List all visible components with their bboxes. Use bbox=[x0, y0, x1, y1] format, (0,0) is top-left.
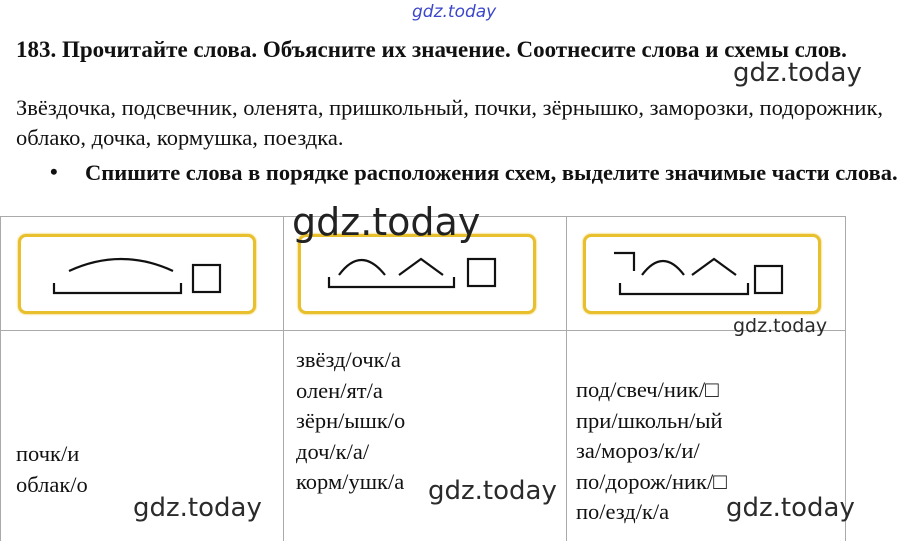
table-divider-2 bbox=[566, 216, 567, 541]
word-item: облак/о bbox=[16, 471, 88, 497]
word-item: звёзд/очк/а bbox=[296, 347, 401, 372]
root-suffix-suffix-ending-scheme-icon bbox=[301, 237, 533, 311]
word-item: по/езд/к/а bbox=[576, 499, 670, 524]
root-ending-scheme-icon bbox=[21, 237, 253, 311]
watermark: gdz.today bbox=[428, 476, 557, 506]
scheme-root-suffix-suffix-ending bbox=[298, 234, 536, 314]
word-item: по/дорож/ник/□ bbox=[576, 468, 727, 494]
column-2-words bbox=[296, 345, 405, 498]
exercise-title: 183. Прочитайте слова. Объясните их значение. Соотнесите слова и схемы слов. bbox=[16, 37, 847, 62]
table-row-divider bbox=[0, 330, 846, 331]
answer-table bbox=[0, 216, 846, 541]
column-1-words bbox=[16, 439, 88, 500]
watermark: gdz.today bbox=[133, 493, 262, 523]
watermark: gdz.today bbox=[733, 58, 862, 88]
column-3-words bbox=[576, 375, 727, 528]
watermark-top: gdz.today bbox=[412, 2, 497, 22]
watermark: gdz.today bbox=[292, 200, 481, 244]
bullet-marker: • bbox=[50, 159, 58, 184]
word-item: под/свеч/ник/□ bbox=[576, 377, 719, 402]
exercise-word-list: Звёздочка, подсвечник, оленята, пришкольный, почки, зёрнышко, заморозки, подорожник, облако, дочка, кормушка, поездка. bbox=[16, 95, 884, 150]
word-item: за/мороз/к/и/ bbox=[576, 438, 700, 463]
word-item: корм/ушк/а bbox=[296, 469, 405, 494]
watermark: gdz.today bbox=[733, 315, 828, 337]
word-item: олен/ят/а bbox=[296, 377, 383, 403]
exercise-task: Спишите слова в порядке расположения схем, выделите значимые части слова. bbox=[85, 160, 898, 185]
word-item: зёрн/ышк/о bbox=[296, 408, 406, 433]
watermark: gdz.today bbox=[726, 493, 855, 523]
table-border-left bbox=[0, 216, 1, 541]
table-divider-1 bbox=[283, 216, 284, 541]
word-item: при/школьн/ый bbox=[576, 407, 723, 433]
scheme-root-ending bbox=[18, 234, 256, 314]
word-item: доч/к/а/ bbox=[296, 438, 370, 464]
prefix-root-suffix-ending-scheme-icon bbox=[586, 237, 818, 311]
scheme-prefix-root-suffix-ending bbox=[583, 234, 821, 314]
word-item: почк/и bbox=[16, 441, 80, 466]
